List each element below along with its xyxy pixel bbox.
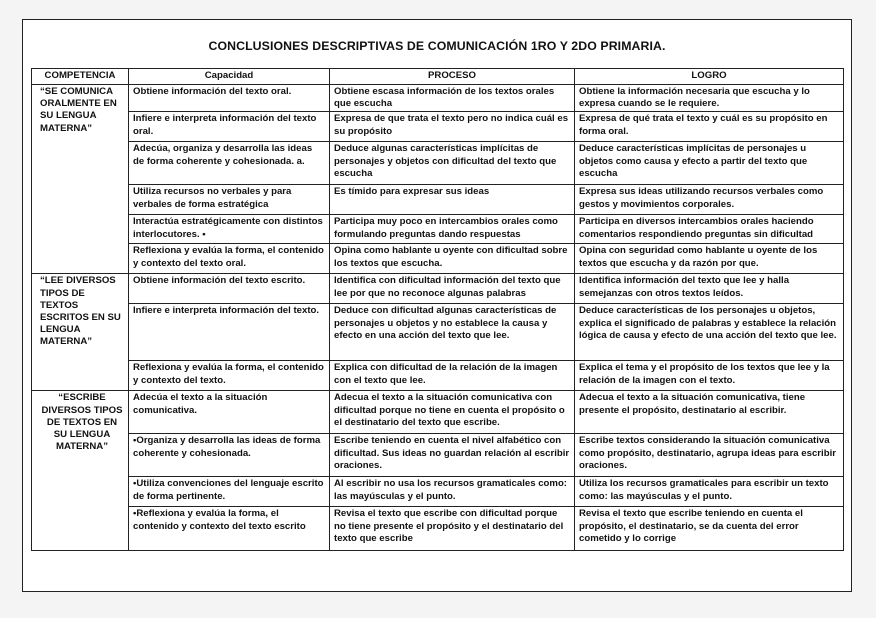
logro-cell: Revisa el texto que escribe teniendo en cuenta el propósito, el destinatario, se da cuenta del error cometido y lo corrige [575,507,844,551]
table-row [32,274,844,304]
logro-cell: Escribe textos considerando la situación comunicativa como propósito, destinatario, agrupa ideas para escribir oraciones. [575,434,844,477]
capacidad-cell: Infiere e interpreta información del texto. [129,304,330,361]
logro-cell: Opina con seguridad como hablante u oyente de los textos que escucha y da razón por que. [575,244,844,274]
header-row [32,69,844,85]
capacidad-cell: Infiere e interpreta información del texto oral. [129,112,330,142]
proceso-cell: Identifica con dificultad información del texto que lee por que no reconoce algunas palabras [330,274,575,304]
table-row [32,142,844,185]
document-title: CONCLUSIONES DESCRIPTIVAS DE COMUNICACIÓN 1RO Y 2DO PRIMARIA. [208,39,666,53]
table-row [32,244,844,274]
header-logro: LOGRO [575,69,844,85]
capacidad-cell: Adecúa, organiza y desarrolla las ideas de forma coherente y cohesionada. a. [129,142,330,185]
header-proceso: PROCESO [330,69,575,85]
logro-cell: Deduce características de los personajes u objetos, explica el significado de palabras y establece la relación lógica de causa y efecto de una acción del texto que lee. [575,304,844,361]
logro-cell: Explica el tema y el propósito de los textos que lee y la relación de la imagen con el texto. [575,361,844,391]
conclusions-table [31,68,844,551]
capacidad-cell: • Organiza y desarrolla las ideas de forma coherente y cohesionada. [129,434,330,477]
table-row [32,112,844,142]
table-row [32,507,844,551]
table-row [32,391,844,434]
proceso-cell: Opina como hablante u oyente con dificultad sobre los textos que escucha. [330,244,575,274]
proceso-cell: Al escribir no usa los recursos gramaticales como: las mayúsculas y el punto. [330,477,575,507]
competencia-lectura: “LEE DIVERSOS TIPOS DE TEXTOS ESCRITOS EN SU LENGUA MATERNA” [32,274,129,391]
capacidad-cell: • Utiliza convenciones del lenguaje escrito de forma pertinente. [129,477,330,507]
proceso-cell: Es tímido para expresar sus ideas [330,185,575,215]
capacidad-cell: Adecúa el texto a la situación comunicativa. [129,391,330,434]
table-row [32,434,844,477]
capacidad-cell: Obtiene información del texto escrito. [129,274,330,304]
logro-cell: Utiliza los recursos gramaticales para escribir un texto como: las mayúsculas y el punto. [575,477,844,507]
logro-cell: Participa en diversos intercambios orales haciendo comentarios respondiendo preguntas sin dificultad [575,215,844,244]
capacidad-cell: Interactúa estratégicamente con distintos interlocutores. • [129,215,330,244]
capacidad-cell: Reflexiona y evalúa la forma, el contenido y contexto del texto. [129,361,330,391]
logro-cell: Expresa de qué trata el texto y cuál es su propósito en forma oral. [575,112,844,142]
logro-cell: Identifica información del texto que lee y halla semejanzas con otros textos leídos. [575,274,844,304]
capacidad-cell: • Reflexiona y evalúa la forma, el contenido y contexto del texto escrito [129,507,330,551]
proceso-cell: Participa muy poco en intercambios orales como formulando preguntas dando respuestas [330,215,575,244]
capacidad-cell: Utiliza recursos no verbales y para verbales de forma estratégica [129,185,330,215]
table-row [32,477,844,507]
table-row [32,185,844,215]
logro-cell: Obtiene la información necesaria que escucha y lo expresa cuando se le requiere. [575,85,844,112]
proceso-cell: Deduce con dificultad algunas características de personajes u objetos y no establece la causa y efecto en una acción del texto que lee. [330,304,575,361]
table-row [32,215,844,244]
table-row [32,361,844,391]
table-row [32,85,844,112]
table-row [32,304,844,361]
document-page [22,19,852,592]
proceso-cell: Escribe teniendo en cuenta el nivel alfabético con dificultad. Sus ideas no guardan relación al escribir oraciones. [330,434,575,477]
capacidad-cell: Obtiene información del texto oral. [129,85,330,112]
header-competencia: COMPETENCIA [32,69,129,85]
competencia-escritura: “ESCRIBE DIVERSOS TIPOS DE TEXTOS EN SU LENGUA MATERNA” [32,391,129,551]
proceso-cell: Obtiene escasa información de los textos orales que escucha [330,85,575,112]
proceso-cell: Revisa el texto que escribe con dificultad porque no tiene presente el propósito y el destinatario del texto que escribe [330,507,575,551]
proceso-cell: Explica con dificultad de la relación de la imagen con el texto que lee. [330,361,575,391]
logro-cell: Deduce características implícitas de personajes u objetos como causa y efecto a partir del texto que escucha [575,142,844,185]
proceso-cell: Deduce algunas características implícitas de personajes y objetos con dificultad del texto que escucha [330,142,575,185]
header-capacidad: Capacidad [129,69,330,85]
logro-cell: Adecua el texto a la situación comunicativa, tiene presente el propósito, destinatario al escribir. [575,391,844,434]
logro-cell: Expresa sus ideas utilizando recursos verbales como gestos y movimientos corporales. [575,185,844,215]
proceso-cell: Expresa de que trata el texto pero no indica cuál es su propósito [330,112,575,142]
competencia-oral: “SE COMUNICA ORALMENTE EN SU LENGUA MATERNA” [32,85,129,274]
proceso-cell: Adecua el texto a la situación comunicativa con dificultad porque no tiene en cuenta el propósito o el destinatario del texto que escribe. [330,391,575,434]
capacidad-cell: Reflexiona y evalúa la forma, el contenido y contexto del texto oral. [129,244,330,274]
